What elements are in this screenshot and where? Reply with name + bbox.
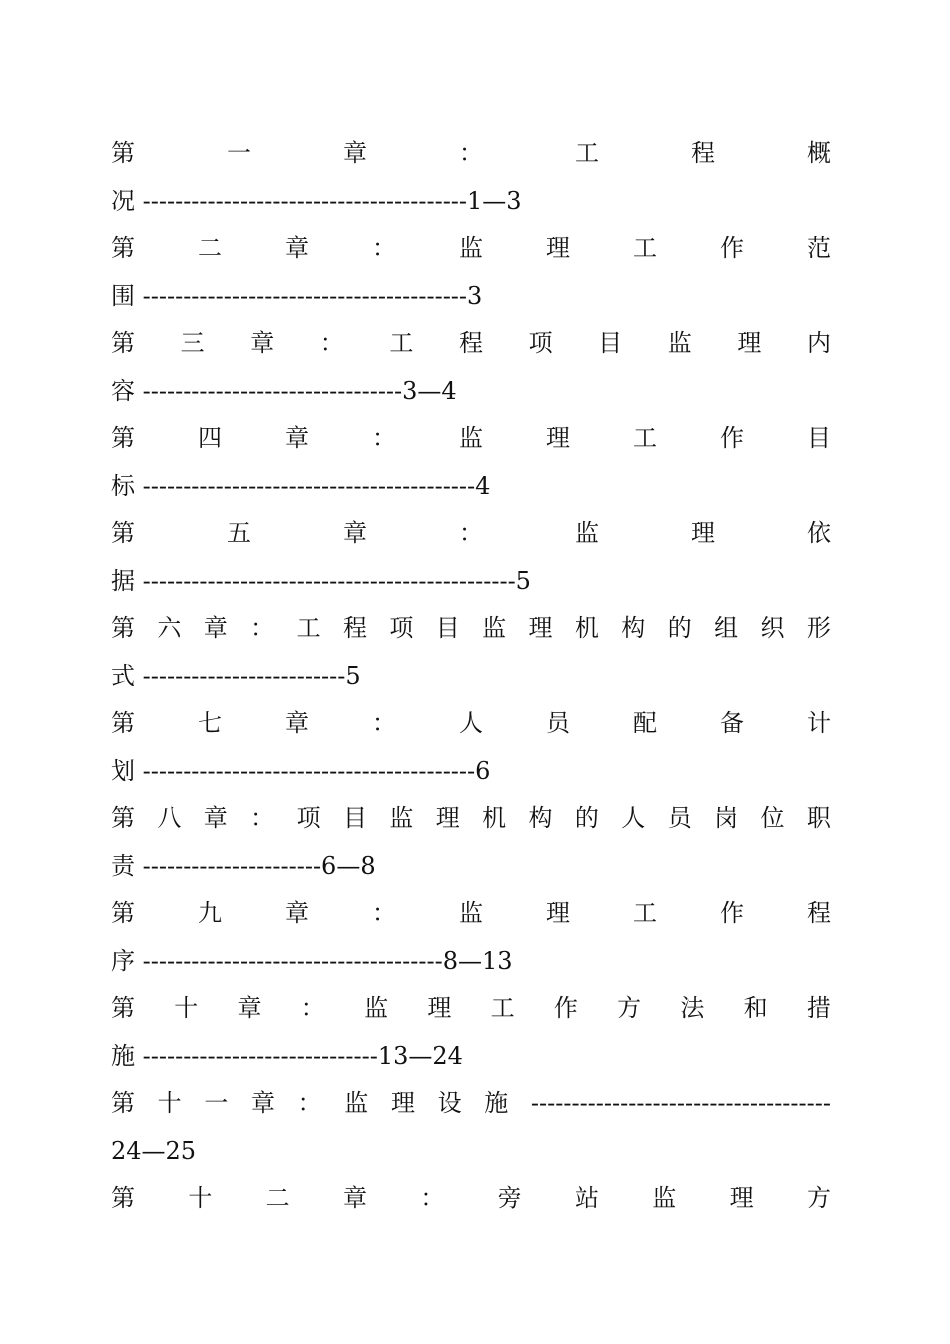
toc-title-char: 的	[667, 614, 692, 642]
toc-entry-title-line	[111, 415, 831, 463]
toc-title-char: 第	[111, 709, 135, 737]
toc-page-number: 6	[475, 756, 491, 785]
toc-title-char: 理	[435, 804, 460, 832]
toc-title-char: 六	[157, 614, 182, 642]
toc-title-char: 职	[806, 804, 831, 832]
toc-title-char: ：	[372, 424, 396, 452]
toc-title-char: 计	[807, 709, 831, 737]
toc-leader-dashes: -----------------------------------------	[142, 471, 476, 500]
toc-page-number: 13—24	[377, 1041, 463, 1070]
toc-title-char: 目	[342, 804, 367, 832]
toc-title-char: ：	[297, 1089, 322, 1117]
toc-title-char: 理	[729, 1184, 754, 1212]
toc-leader-dashes: -----------------------------	[142, 1041, 378, 1070]
toc-title-char: 监	[652, 1184, 677, 1212]
toc-title-char: 章	[203, 804, 228, 832]
toc-title-char: 章	[285, 709, 309, 737]
toc-title-char: 概	[807, 139, 831, 167]
toc-title-char: 章	[250, 329, 275, 357]
toc-title-char: 备	[720, 709, 744, 737]
toc-entry-page-line	[111, 463, 831, 511]
toc-title-char: 项	[528, 329, 553, 357]
toc-entry-page-line	[111, 653, 831, 701]
toc-leader-dashes: ----------------------------------------------	[142, 566, 516, 595]
toc-title-char: 作	[720, 899, 744, 927]
toc-title-char: 章	[250, 1089, 275, 1117]
toc-title-char: 程	[458, 329, 483, 357]
toc-page-number: 5	[515, 566, 531, 595]
toc-title-char: 工	[490, 994, 515, 1022]
toc-page-number: 6—8	[321, 851, 376, 880]
toc-title-char: 二	[265, 1184, 290, 1212]
toc-title-char: 作	[720, 234, 744, 262]
toc-page-number: 3	[467, 281, 483, 310]
toc-title-char: 监	[459, 424, 483, 452]
toc-entry-title-line	[111, 1080, 831, 1128]
toc-title-char: 监	[459, 234, 483, 262]
toc-entry-page-line	[111, 558, 831, 606]
toc-entry-title-line	[111, 225, 831, 273]
toc-title-char: 形	[806, 614, 831, 642]
toc-title-char: 监	[389, 804, 414, 832]
toc-title-char: 程	[342, 614, 367, 642]
toc-title-char: 五	[227, 519, 251, 547]
toc-title-char: 第	[111, 234, 135, 262]
toc-entry-page-line	[111, 368, 831, 416]
toc-title-char: 工	[389, 329, 414, 357]
toc-title-char: 九	[198, 899, 222, 927]
table-of-contents	[111, 130, 831, 1223]
toc-title-char: 设	[437, 1089, 462, 1117]
toc-title-char: 章	[237, 994, 262, 1022]
toc-title-char: 理	[546, 234, 570, 262]
toc-title-char: 第	[111, 1184, 135, 1212]
toc-title-char: 项	[389, 614, 414, 642]
toc-title-char: 站	[574, 1184, 599, 1212]
toc-title-char: 方	[617, 994, 642, 1022]
toc-entry-title-line	[111, 890, 831, 938]
toc-title-char: 三	[180, 329, 205, 357]
toc-entry-title-line	[111, 605, 831, 653]
toc-title-continuation: 围	[111, 281, 135, 310]
toc-entry-title-line	[111, 320, 831, 368]
toc-leader-dashes: -----------------------------------------	[142, 756, 476, 785]
toc-title-char: 机	[482, 804, 507, 832]
toc-title-char: 一	[204, 1089, 229, 1117]
toc-title-char: 第	[111, 899, 135, 927]
toc-title-char: 第	[111, 424, 135, 452]
toc-title-char: ：	[372, 709, 396, 737]
toc-title-char: 组	[714, 614, 739, 642]
toc-title-char: 员	[667, 804, 692, 832]
toc-title-char: ：	[372, 899, 396, 927]
toc-title-char: 构	[528, 804, 553, 832]
toc-entry-page-line	[111, 1033, 831, 1081]
toc-entry-title-line	[111, 985, 831, 1033]
toc-leader-dashes: -------------------------------------	[530, 1089, 831, 1117]
toc-leader-dashes: --------------------------------	[142, 376, 403, 405]
toc-title-char: 项	[296, 804, 321, 832]
toc-title-char: 理	[691, 519, 715, 547]
toc-title-continuation: 序	[111, 946, 135, 975]
toc-title-char: 第	[111, 329, 135, 357]
toc-entry-title-line	[111, 1175, 831, 1223]
toc-entry-title-line	[111, 795, 831, 843]
toc-page-number: 5	[345, 661, 361, 690]
toc-title-char: 第	[111, 994, 135, 1022]
toc-entry-page-line	[111, 938, 831, 986]
toc-title-char: 十	[188, 1184, 213, 1212]
toc-title-char: 人	[621, 804, 646, 832]
toc-title-char: 位	[760, 804, 785, 832]
toc-title-char: 章	[203, 614, 228, 642]
toc-page-number: 3—4	[402, 376, 457, 405]
toc-title-char: 章	[343, 139, 367, 167]
toc-title-char: 理	[427, 994, 452, 1022]
toc-title-char: 作	[553, 994, 578, 1022]
toc-page-number: 24—25	[111, 1136, 197, 1165]
toc-title-char: ：	[459, 139, 483, 167]
toc-page-number: 4	[475, 471, 491, 500]
toc-title-char: 章	[343, 519, 367, 547]
toc-title-char: 监	[344, 1089, 369, 1117]
toc-title-char: 依	[807, 519, 831, 547]
toc-title-char: 目	[807, 424, 831, 452]
toc-title-char: 第	[111, 804, 135, 832]
toc-entry-title-line	[111, 130, 831, 178]
toc-title-char: 章	[285, 424, 309, 452]
toc-title-continuation: 式	[111, 661, 135, 690]
toc-title-char: 监	[459, 899, 483, 927]
toc-title-continuation: 标	[111, 471, 135, 500]
toc-title-char: 配	[633, 709, 657, 737]
toc-leader-dashes: ----------------------	[142, 851, 322, 880]
toc-title-char: 措	[806, 994, 831, 1022]
toc-title-char: 一	[227, 139, 251, 167]
toc-title-char: 第	[111, 1089, 135, 1117]
toc-entry-page-line	[111, 748, 831, 796]
toc-title-char: 四	[198, 424, 222, 452]
toc-title-char: 范	[807, 234, 831, 262]
toc-title-char: 施	[484, 1089, 509, 1117]
toc-title-char: 理	[390, 1089, 415, 1117]
toc-page-number: 1—3	[467, 186, 522, 215]
toc-title-char: 程	[807, 899, 831, 927]
toc-entry-page-line	[111, 178, 831, 226]
toc-page	[111, 130, 831, 1223]
toc-title-char: 八	[157, 804, 182, 832]
toc-title-char: 作	[720, 424, 744, 452]
toc-title-continuation: 责	[111, 851, 135, 880]
toc-title-char: 岗	[714, 804, 739, 832]
toc-title-continuation: 划	[111, 756, 135, 785]
toc-title-char: 章	[342, 1184, 367, 1212]
toc-entry-title-line	[111, 700, 831, 748]
toc-title-char: 章	[285, 899, 309, 927]
toc-title-char: 工	[633, 234, 657, 262]
toc-title-char: ：	[250, 804, 275, 832]
toc-leader-dashes: ----------------------------------------	[142, 281, 468, 310]
toc-title-char: 理	[737, 329, 762, 357]
toc-title-char: 旁	[497, 1184, 522, 1212]
toc-page-number: 8—13	[442, 946, 513, 975]
toc-title-char: 机	[574, 614, 599, 642]
toc-title-char: 内	[806, 329, 831, 357]
toc-title-char: 工	[575, 139, 599, 167]
toc-title-char: 理	[546, 424, 570, 452]
toc-title-char: 十	[174, 994, 199, 1022]
toc-title-char: 程	[691, 139, 715, 167]
toc-title-char: 理	[546, 899, 570, 927]
toc-leader-dashes: ----------------------------------------	[142, 186, 468, 215]
toc-title-char: 人	[459, 709, 483, 737]
toc-title-char: 工	[633, 899, 657, 927]
toc-leader-dashes: -------------------------	[142, 661, 346, 690]
toc-title-char: 十	[157, 1089, 182, 1117]
toc-title-char: 监	[482, 614, 507, 642]
toc-title-continuation: 况	[111, 186, 135, 215]
toc-title-char: 目	[598, 329, 623, 357]
toc-title-char: 员	[546, 709, 570, 737]
toc-title-char: 和	[743, 994, 768, 1022]
toc-title-char: 第	[111, 139, 135, 167]
toc-title-char: 工	[633, 424, 657, 452]
toc-title-char: 监	[667, 329, 692, 357]
toc-title-char: 法	[680, 994, 705, 1022]
toc-title-char: 的	[574, 804, 599, 832]
toc-title-char: 监	[575, 519, 599, 547]
toc-title-char: 工	[296, 614, 321, 642]
toc-title-continuation: 据	[111, 566, 135, 595]
toc-title-char: 监	[364, 994, 389, 1022]
toc-title-char: 第	[111, 519, 135, 547]
toc-title-continuation: 施	[111, 1041, 135, 1070]
toc-title-char: 织	[760, 614, 785, 642]
toc-title-char: ：	[420, 1184, 445, 1212]
toc-entry-page-line	[111, 1128, 831, 1176]
toc-entry-title-line	[111, 510, 831, 558]
toc-title-char: 目	[435, 614, 460, 642]
toc-title-char: 方	[806, 1184, 831, 1212]
toc-entry-page-line	[111, 273, 831, 321]
toc-leader-dashes: -------------------------------------	[142, 946, 443, 975]
toc-title-char: 二	[198, 234, 222, 262]
toc-entry-page-line	[111, 843, 831, 891]
toc-title-char: ：	[459, 519, 483, 547]
toc-title-char: 构	[621, 614, 646, 642]
toc-title-char: 七	[198, 709, 222, 737]
toc-title-char: ：	[372, 234, 396, 262]
toc-title-char: ：	[300, 994, 325, 1022]
toc-title-char: ：	[250, 614, 275, 642]
toc-title-char: 第	[111, 614, 135, 642]
toc-title-char: 章	[285, 234, 309, 262]
toc-title-char: 理	[528, 614, 553, 642]
toc-title-continuation: 容	[111, 376, 135, 405]
toc-title-char: ：	[319, 329, 344, 357]
